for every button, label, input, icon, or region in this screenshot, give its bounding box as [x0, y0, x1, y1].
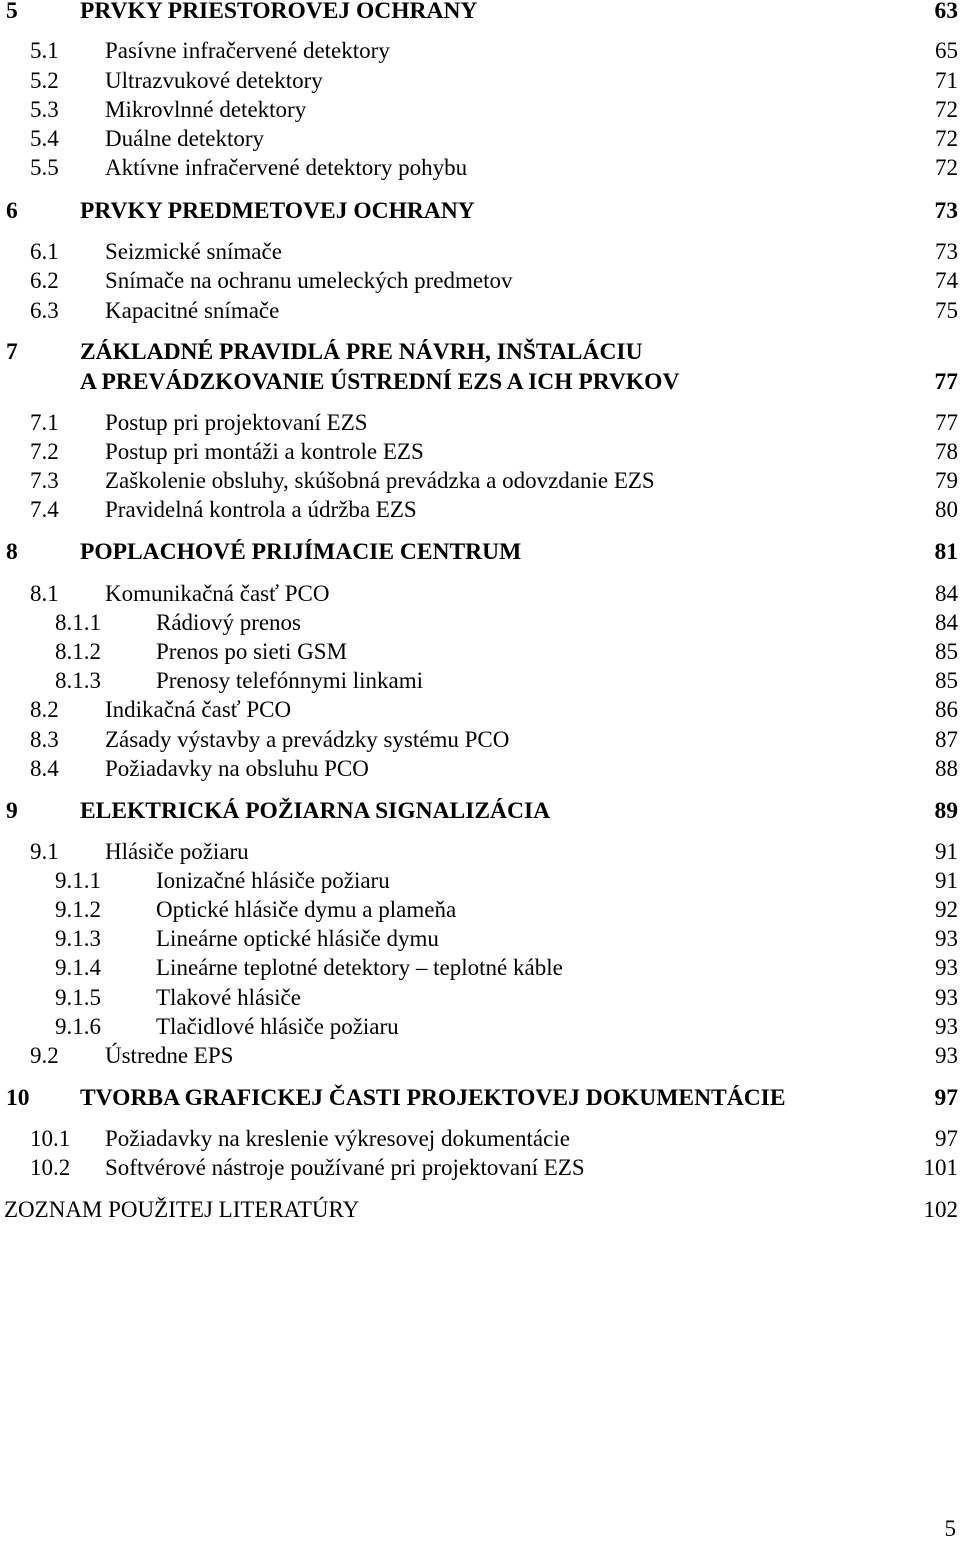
- toc-section-entry: [0, 695, 960, 725]
- toc-entry-number: 6.2: [30, 268, 59, 293]
- toc-entry-number: 8.1: [30, 581, 59, 606]
- toc-entry-number: 10.2: [30, 1155, 71, 1180]
- toc-entry-page: 86: [935, 697, 958, 722]
- toc-subsection-entry: [0, 666, 960, 696]
- toc-entry-title: Komunikačná časť PCO: [105, 581, 330, 606]
- toc-entry-title: Pasívne infračervené detektory: [105, 38, 390, 63]
- toc-entry-number: 9.1.2: [55, 897, 101, 922]
- toc-entry-title: ZOZNAM POUŽITEJ LITERATÚRY: [4, 1197, 360, 1222]
- toc-section-entry: [0, 408, 960, 438]
- toc-entry-title: ELEKTRICKÁ POŽIARNA SIGNALIZÁCIA: [80, 798, 551, 824]
- toc-entry-number: 9.1.1: [55, 868, 101, 893]
- toc-section-entry: [0, 1153, 960, 1183]
- toc-section-entry: [0, 153, 960, 183]
- toc-entry-title: Kapacitné snímače: [105, 298, 280, 323]
- toc-section-entry: [0, 124, 960, 154]
- toc-entry-page: 84: [935, 610, 958, 635]
- toc-entry-page: 93: [935, 985, 958, 1010]
- toc-entry-number: 5.3: [30, 97, 59, 122]
- toc-section-entry: [0, 66, 960, 96]
- toc-entry-title: Seizmické snímače: [105, 239, 282, 264]
- toc-section-entry: [0, 837, 960, 867]
- toc-entry-title: Lineárne optické hlásiče dymu: [156, 926, 439, 951]
- toc-entry-number: 7.3: [30, 468, 59, 493]
- toc-subsection-entry: [0, 608, 960, 638]
- toc-entry-title: Zaškolenie obsluhy, skúšobná prevádzka a odovzdanie EZS: [105, 468, 655, 493]
- toc-entry-title: Zásady výstavby a prevádzky systému PCO: [105, 727, 510, 752]
- toc-entry-title: A PREVÁDZKOVANIE ÚSTREDNÍ EZS A ICH PRVKOV: [80, 369, 680, 395]
- toc-entry-title: Lineárne teplotné detektory – teplotné káble: [156, 955, 563, 980]
- toc-entry-page: 74: [935, 268, 958, 293]
- toc-entry-title: Požiadavky na kreslenie výkresovej dokumentácie: [105, 1126, 570, 1151]
- toc-entry-page: 97: [935, 1126, 958, 1151]
- toc-entry-number: 7: [6, 339, 18, 365]
- toc-section-entry: [0, 466, 960, 496]
- toc-entry-page: 87: [935, 727, 958, 752]
- toc-entry-title: Snímače na ochranu umeleckých predmetov: [105, 268, 513, 293]
- toc-entry-title: Prenosy telefónnymi linkami: [156, 668, 424, 693]
- toc-entry-title: Duálne detektory: [105, 126, 265, 151]
- toc-section-entry: [0, 725, 960, 755]
- toc-entry-page: 72: [935, 155, 958, 180]
- toc-chapter-entry: [0, 367, 960, 397]
- toc-entry-page: 91: [935, 868, 958, 893]
- toc-entry-title: Ionizačné hlásiče požiaru: [156, 868, 390, 893]
- toc-entry-title: Tlačidlové hlásiče požiaru: [156, 1014, 399, 1039]
- toc-entry-title: Postup pri montáži a kontrole EZS: [105, 439, 424, 464]
- toc-section-entry: [0, 36, 960, 66]
- toc-entry-title: TVORBA GRAFICKEJ ČASTI PROJEKTOVEJ DOKUMENTÁCIE: [80, 1085, 786, 1111]
- toc-entry-page: 71: [935, 68, 958, 93]
- toc-entry-number: 5.1: [30, 38, 59, 63]
- toc-section-entry: [0, 1041, 960, 1071]
- toc-entry-page: 81: [934, 539, 958, 565]
- toc-section-entry: [0, 237, 960, 267]
- toc-entry-number: 8.1.3: [55, 668, 101, 693]
- toc-entry-page: 73: [935, 239, 958, 264]
- toc-entry-number: 8.3: [30, 727, 59, 752]
- toc-entry-number: 10.1: [30, 1126, 71, 1151]
- toc-entry-number: 5: [6, 0, 18, 24]
- toc-entry-number: 6.3: [30, 298, 59, 323]
- toc-entry-title: ZÁKLADNÉ PRAVIDLÁ PRE NÁVRH, INŠTALÁCIU: [80, 339, 643, 365]
- toc-entry-number: 10: [6, 1085, 30, 1111]
- toc-entry-title: PRVKY PREDMETOVEJ OCHRANY: [80, 198, 475, 224]
- toc-entry-number: 6: [6, 198, 18, 224]
- toc-entry-number: 9.1.4: [55, 955, 101, 980]
- toc-section-entry: [0, 754, 960, 784]
- toc-entry-page: 93: [935, 955, 958, 980]
- toc-chapter-entry: [0, 0, 960, 26]
- toc-section-entry: [0, 266, 960, 296]
- toc-entry-title: Mikrovlnné detektory: [105, 97, 307, 122]
- toc-entry-title: Prenos po sieti GSM: [156, 639, 348, 664]
- toc-entry-page: 80: [935, 497, 958, 522]
- toc-section-entry: [0, 95, 960, 125]
- toc-section-entry: [0, 437, 960, 467]
- toc-subsection-entry: [0, 866, 960, 896]
- toc-entry-page: 91: [935, 839, 958, 864]
- toc-entry-number: 5.4: [30, 126, 59, 151]
- toc-entry-title: Softvérové nástroje používané pri projektovaní EZS: [105, 1155, 585, 1180]
- toc-subsection-entry: [0, 1012, 960, 1042]
- toc-entry-page: 75: [935, 298, 958, 323]
- toc-subsection-entry: [0, 924, 960, 954]
- toc-entry-title: Postup pri projektovaní EZS: [105, 410, 368, 435]
- toc-entry-page: 78: [935, 439, 958, 464]
- toc-entry-page: 85: [935, 668, 958, 693]
- toc-entry-number: 7.4: [30, 497, 59, 522]
- toc-subsection-entry: [0, 953, 960, 983]
- toc-entry-number: 9.2: [30, 1043, 59, 1068]
- toc-entry-number: 6.1: [30, 239, 59, 264]
- toc-entry-page: 89: [934, 798, 958, 824]
- toc-chapter-entry: [0, 196, 960, 226]
- toc-entry-number: 9.1.5: [55, 985, 101, 1010]
- toc-chapter-entry: [0, 1083, 960, 1113]
- toc-entry-title: Požiadavky na obsluhu PCO: [105, 756, 369, 781]
- toc-entry-number: 8.4: [30, 756, 59, 781]
- toc-subsection-entry: [0, 983, 960, 1013]
- toc-entry-page: 72: [935, 97, 958, 122]
- toc-entry-page: 93: [935, 926, 958, 951]
- toc-entry-number: 7.2: [30, 439, 59, 464]
- toc-entry-number: 9.1.6: [55, 1014, 101, 1039]
- toc-entry-title: Aktívne infračervené detektory pohybu: [105, 155, 468, 180]
- toc-entry-number: 8: [6, 539, 18, 565]
- toc-entry-title: Ústredne EPS: [105, 1043, 234, 1068]
- toc-entry-title: Pravidelná kontrola a údržba EZS: [105, 497, 417, 522]
- toc-entry-number: 9.1: [30, 839, 59, 864]
- toc-entry-title: Ultrazvukové detektory: [105, 68, 323, 93]
- toc-entry-title: Rádiový prenos: [156, 610, 302, 635]
- toc-entry-page: 102: [923, 1197, 958, 1222]
- toc-entry-page: 77: [934, 369, 958, 395]
- toc-subsection-entry: [0, 637, 960, 667]
- toc-entry-page: 72: [935, 126, 958, 151]
- toc-entry-page: 97: [934, 1085, 958, 1111]
- toc-entry-title: PRVKY PRIESTOROVEJ OCHRANY: [80, 0, 478, 24]
- toc-entry-page: 93: [935, 1043, 958, 1068]
- toc-entry-page: 77: [935, 410, 958, 435]
- toc-entry-title: Optické hlásiče dymu a plameňa: [156, 897, 457, 922]
- toc-section-entry: [0, 1124, 960, 1154]
- toc-entry-title: Tlakové hlásiče: [156, 985, 301, 1010]
- toc-entry-title: Hlásiče požiaru: [105, 839, 249, 864]
- toc-entry-page: 101: [923, 1155, 958, 1180]
- toc-entry-number: 9.1.3: [55, 926, 101, 951]
- toc-entry-number: 8.2: [30, 697, 59, 722]
- toc-section-entry: [0, 579, 960, 609]
- toc-entry-page: 92: [935, 897, 958, 922]
- toc-entry-number: 8.1.1: [55, 610, 101, 635]
- toc-chapter-entry: [0, 796, 960, 826]
- toc-entry-page: 85: [935, 639, 958, 664]
- toc-entry-page: 65: [935, 38, 958, 63]
- toc-section-entry: [0, 296, 960, 326]
- toc-entry-page: 88: [935, 756, 958, 781]
- toc-entry-title: Indikačná časť PCO: [105, 697, 292, 722]
- toc-entry-number: 5.5: [30, 155, 59, 180]
- toc-entry-title: POPLACHOVÉ PRIJÍMACIE CENTRUM: [80, 539, 522, 565]
- toc-entry-number: 5.2: [30, 68, 59, 93]
- toc-entry-page: 79: [935, 468, 958, 493]
- toc-entry-number: 9: [6, 798, 18, 824]
- toc-chapter-entry: [0, 337, 960, 367]
- toc-chapter-entry: [0, 537, 960, 567]
- toc-entry-number: 7.1: [30, 410, 59, 435]
- toc-section-entry: [0, 495, 960, 525]
- toc-subsection-entry: [0, 895, 960, 925]
- toc-bibliography-entry: [0, 1195, 960, 1225]
- toc-entry-page: 84: [935, 581, 958, 606]
- toc-entry-page: 63: [934, 0, 958, 24]
- toc-entry-page: 93: [935, 1014, 958, 1039]
- toc-entry-page: 73: [934, 198, 958, 224]
- toc-entry-number: 8.1.2: [55, 639, 101, 664]
- page-number: 5: [944, 1516, 956, 1541]
